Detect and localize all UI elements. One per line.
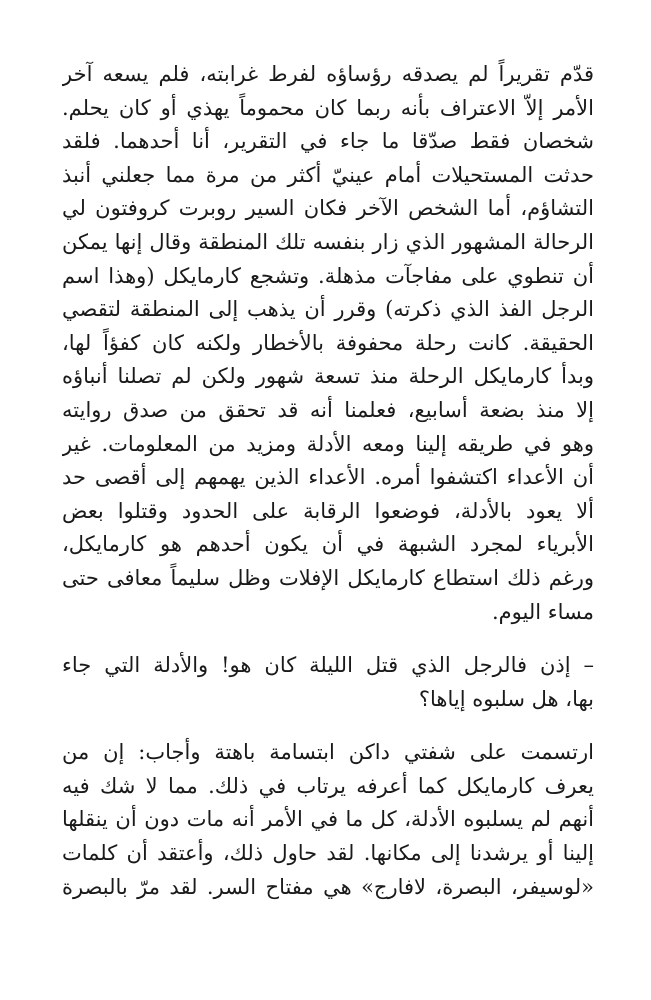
text-line: ارتسمت على شفتي داكن ابتسامة باهتة وأجاب: إن من [62, 740, 594, 765]
text-line: الرحالة المشهور الذي زار بنفسه تلك المنطقة وقال إنها يمكن [62, 229, 594, 254]
text-line: أنهم لم يسلبوه الأدلة، كل ما في الأمر أنه مات دون أن ينقلها [62, 807, 594, 832]
text-line: – إذن فالرجل الذي قتل الليلة كان هو! والأدلة التي جاء [62, 653, 594, 678]
text-line: الأمر إلاّ الاعتراف بأنه ربما كان محموماً يهذي أو كان يحلم. [62, 95, 594, 120]
text-line: أن تنطوي على مفاجآت مذهلة. وتشجع كارمايكل (وهذا اسم [62, 263, 594, 288]
text-line: قدّم تقريراً لم يصدقه رؤساؤه لفرط غرابته، فلم يسعه آخر [62, 62, 594, 86]
text-line: الأبرياء لمجرد الشبهة في أن يكون أحدهم هو كارمايكل، [62, 532, 594, 557]
text-line: التشاؤم، أما الشخص الآخر فكان السير روبرت كروفتون لي [62, 196, 594, 221]
text-line: شخصان فقط صدّقا ما جاء في التقرير، أنا أحدهما. فلقد [62, 129, 594, 154]
text-line: وهو في طريقه إلينا ومعه الأدلة ومزيد من المعلومات. غير [62, 431, 594, 456]
text-line: الحقيقة. كانت رحلة محفوفة بالأخطار ولكنه كان كفؤاً لها، [62, 330, 594, 355]
text-line: وبدأ كارمايكل الرحلة منذ تسعة شهور ولكن لم تصلنا أنباؤه [62, 364, 594, 389]
text-line: ورغم ذلك استطاع كارمايكل الإفلات وظل سليماً معافى حتى [62, 565, 594, 590]
text-line: بها، هل سلبوه إياها؟ [418, 686, 594, 711]
text-line: الرجل الفذ الذي ذكرته) وقرر أن يذهب إلى المنطقة لتقصي [62, 297, 594, 322]
paragraph-3 [62, 736, 594, 904]
text-line: حدثت المستحيلات أمام عينيّ أكثر من مرة مما جعلني أنبذ [62, 162, 594, 187]
text-line: «لوسيفر، البصرة، لافارج» هي مفتاح السر. لقد مرّ بالبصرة [62, 874, 594, 899]
text-line: مساء اليوم. [491, 599, 594, 624]
text-line: إلا منذ بضعة أسابيع، فعلمنا أنه قد تحقق من صدق روايته [62, 397, 594, 422]
paragraph-2-dialogue [62, 649, 594, 716]
document-page [62, 58, 594, 904]
text-line: يعرف كارمايكل كما أعرفه يرتاب في ذلك. مما لا شك فيه [62, 773, 594, 798]
text-line: ألا يعود بالأدلة، فوضعوا الرقابة على الحدود وقتلوا بعض [62, 498, 594, 523]
text-line: أن الأعداء اكتشفوا أمره. الأعداء الذين يهمهم إلى أقصى حد [62, 465, 594, 490]
text-line: إلينا أو يرشدنا إلى مكانها. لقد حاول ذلك، وأعتقد أن كلمات [62, 841, 594, 866]
paragraph-1 [62, 58, 594, 629]
